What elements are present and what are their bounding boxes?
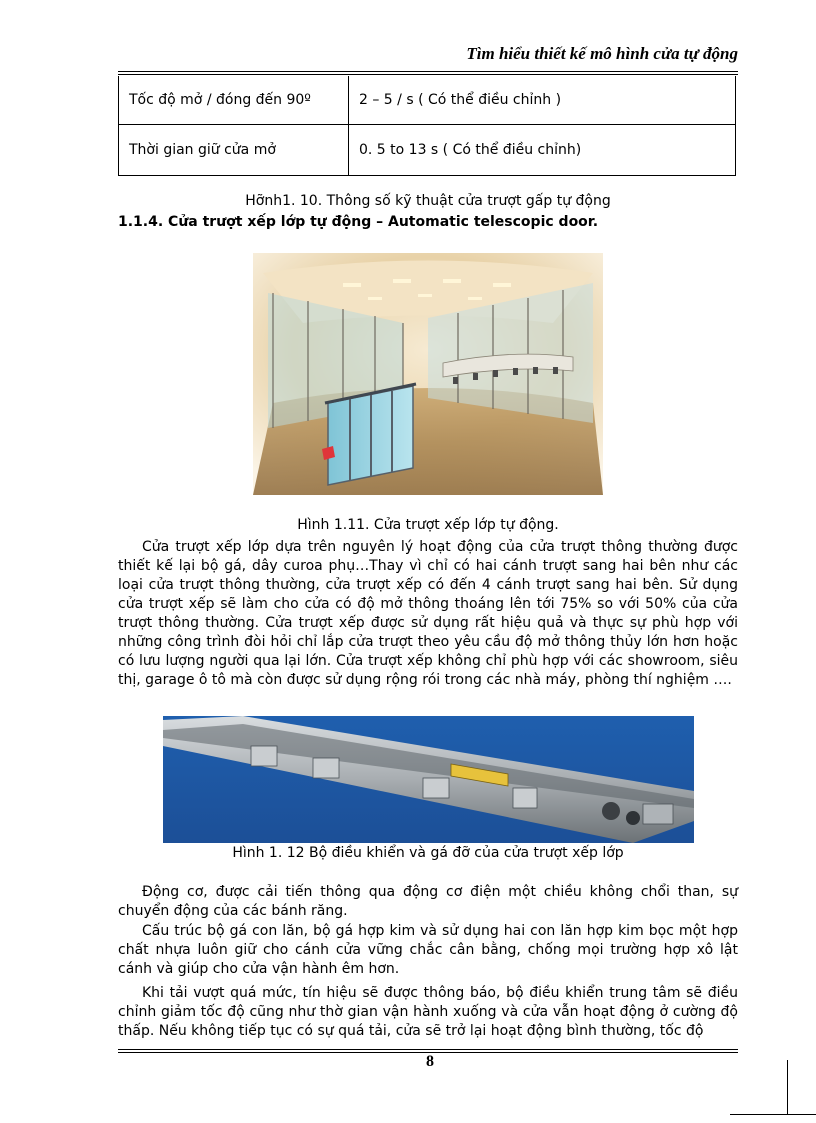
header-rule — [118, 71, 738, 72]
paragraph-intro: Cửa trượt xếp lớp dựa trên nguyên lý hoạt động của cửa trượt thông thường được thiết kế lại bộ gá, dây curoa phụ…Thay vì chỉ có hai cánh trượt sang hai bên như các loại cửa trượt thông thường, cửa trượt xếp có đến 4 cánh trượt sang hai bên. Sử dụng cửa trượt xếp sẽ làm cho cửa có độ mở thông thoáng lên tới 75% so với 50% của cửa trượt thông thường. Cửa trượt xếp được sử dụng rất hiệu quả và thực sự phù hợp với những công trình đòi hỏi chỉ lắp cửa trượt theo yêu cầu độ mở thông thủy lớn hơn hoặc có lưu lượng người qua lại lớn. Cửa trượt xếp không chỉ phù hợp với các showroom, siêu thị, garage ô tô mà còn được sử dụng rộng rói trong các nhà máy, phòng thí nghiệm …. — [118, 539, 738, 688]
figure-caption-1-11: Hình 1.11. Cửa trượt xếp lớp tự động. — [297, 517, 559, 533]
running-header: Tìm hiểu thiết kế mô hình cửa tự động — [466, 44, 738, 63]
paragraph-motor: Động cơ, được cải tiến thông qua động cơ điện một chiều không chổi than, sự chuyển động của các bánh răng. — [118, 884, 738, 919]
page-corner-mark-horizontal — [730, 1114, 816, 1115]
telescopic-door-photo — [253, 253, 603, 495]
spec-label: Tốc độ mở / đóng đến 90º — [119, 76, 349, 125]
footer-rule — [118, 1049, 738, 1050]
spec-value: 0. 5 to 13 s ( Có thể điều chỉnh) — [349, 125, 736, 176]
header-rule-thin — [118, 74, 738, 75]
table-row — [119, 125, 736, 176]
figure-caption-1-10: Hỡnh1. 10. Thông số kỹ thuật cửa trượt gấp tự động — [245, 193, 611, 209]
spec-label: Thời gian giữ cửa mở — [119, 125, 349, 176]
section-heading: 1.1.4. Cửa trượt xếp lớp tự động – Automatic telescopic door. — [118, 214, 599, 230]
paragraph-structure: Cấu trúc bộ gá con lăn, bộ gá hợp kim và sử dụng hai con lăn hợp kim bọc một hợp chất nhựa luôn giữ cho cánh cửa vững chắc cân bằng, chống mọi trường hợp xô lật cánh và giúp cho cửa vận hành êm hơn. — [118, 923, 738, 977]
page-number: 8 — [426, 1053, 434, 1070]
figure-caption-1-12: Hình 1. 12 Bộ điều khiển và gá đỡ của cửa trượt xếp lớp — [232, 845, 624, 861]
page-corner-mark — [787, 1060, 788, 1115]
spec-value: 2 – 5 / s ( Có thể điều chỉnh ) — [349, 76, 736, 125]
paragraph-overload: Khi tải vượt quá mức, tín hiệu sẽ được thông báo, bộ điều khiển trung tâm sẽ điều chỉnh giảm tốc độ cũng như thờ gian vận hành xuống và cửa vẫn hoạt động ở cường độ thấp. Nếu không tiếp tục có sự quá tải, cửa sẽ trở lại hoạt động bình thường, tốc độ — [118, 985, 738, 1039]
table-row — [119, 76, 736, 125]
spec-table — [118, 76, 736, 176]
controller-rail-photo — [163, 716, 694, 843]
